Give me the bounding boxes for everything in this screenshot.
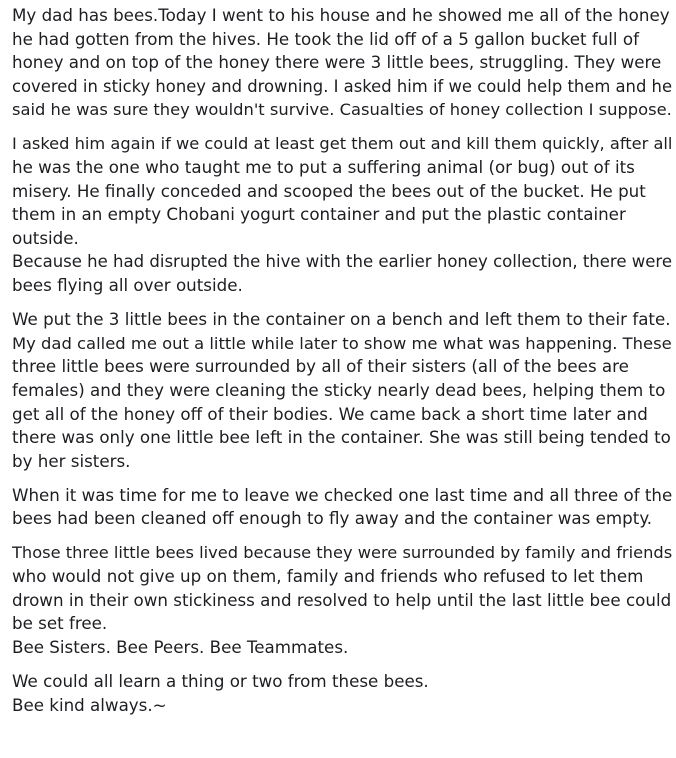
text-line: he was the one who taught me to put a suffering animal (or bug) out of its [12,157,635,178]
text-line: covered in sticky honey and drowning. I asked him if we could help them and he [12,76,673,96]
text-line: there was only one little bee left in the container. She was still being tended to [12,427,671,448]
text-line: misery. He finally conceded and scooped the bees out of the bucket. He put [12,180,646,201]
paragraph-3 [12,308,674,473]
text-line: three little bees were surrounded by all of their sisters (all of the bees are [12,356,629,377]
text-line: them in an empty Chobani yogurt container and put the plastic container [12,204,626,225]
text-line: Bee Sisters. Bee Peers. Bee Teammates. [12,636,349,657]
paragraph-4 [12,484,674,531]
text-line: My dad called me out a little while later to show me what was happening. These [12,333,672,353]
text-line: who would not give up on them, family and friends who refused to let them [12,566,644,587]
text-line: get all of the honey off of their bodies. We came back a short time later and [12,403,648,424]
paragraph-1 [12,4,674,122]
text-line: bees flying all over outside. [12,275,243,296]
text-line: drown in their own stickiness and resolved to help until the last little bee could [12,589,672,610]
text-line: Because he had disrupted the hive with the earlier honey collection, there were [12,252,673,272]
text-line: When it was time for me to leave we checked one last time and all three of the [12,485,673,505]
paragraph-2 [12,132,674,297]
text-line: honey and on top of the honey there were 3 little bees, struggling. They were [12,52,662,73]
text-line: be set free. [12,613,108,634]
text-line: We put the 3 little bees in the container on a bench and left them to their fate. [12,309,671,330]
text-line: Those three little bees lived because they were surrounded by family and friends [12,543,673,563]
text-line: outside. [12,227,79,248]
post-body [12,4,674,728]
text-line: females) and they were cleaning the sticky nearly dead bees, helping them to [12,379,666,400]
paragraph-5 [12,541,674,659]
text-line: We could all learn a thing or two from these bees. [12,670,429,691]
text-line: bees had been cleaned off enough to fly away and the container was empty. [12,508,653,529]
paragraph-6 [12,670,674,717]
text-line: Bee kind always.~ [12,694,167,715]
text-line: I asked him again if we could at least get them out and kill them quickly, after all [12,134,673,154]
text-line: My dad has bees.Today I went to his house and he showed me all of the honey [12,5,670,25]
text-line: by her sisters. [12,450,131,471]
text-line: said he was sure they wouldn't survive. Casualties of honey collection I suppose. [12,100,672,120]
text-line: he had gotten from the hives. He took the lid off of a 5 gallon bucket full of [12,28,639,49]
